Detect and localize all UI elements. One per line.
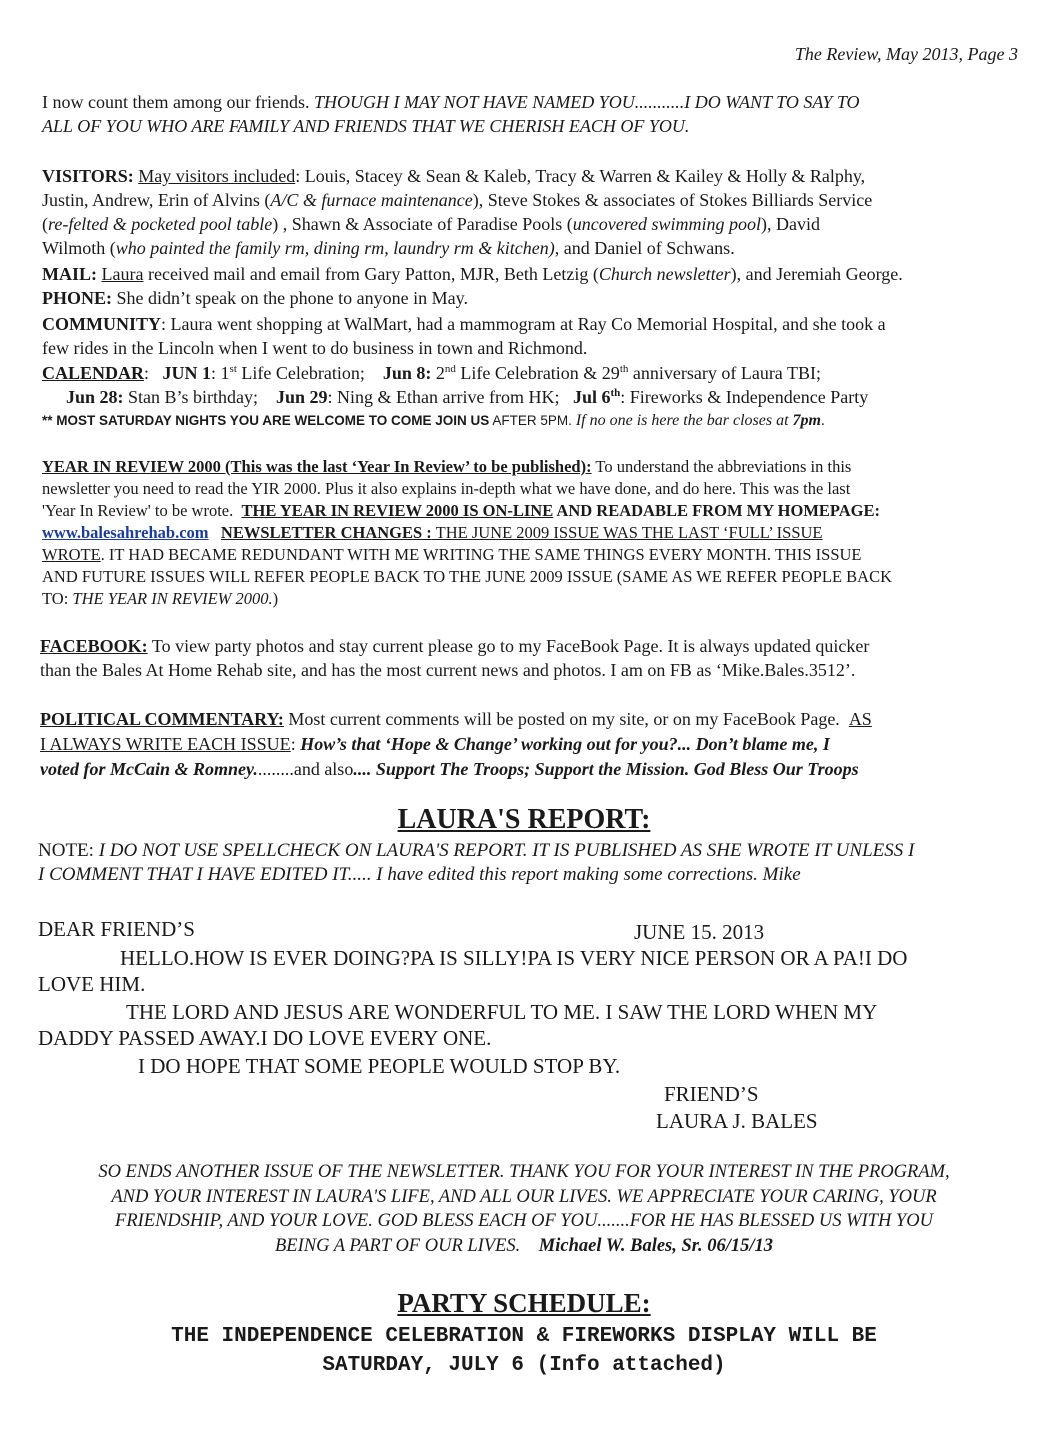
facebook-label: FACEBOOK:	[40, 636, 148, 656]
mail-who: Laura	[101, 264, 144, 284]
visitors-text-2i: A/C & furnace maintenance	[270, 190, 473, 210]
letter-para-2a: THE LORD AND JESUS ARE WONDERFUL TO ME. I SAW THE LORD WHEN MY	[126, 1000, 878, 1024]
visitors-text-4b: , and Daniel of Schwans.	[554, 238, 735, 258]
report-note-label: NOTE:	[38, 840, 99, 861]
yir-text-5a: WROTE	[42, 545, 101, 564]
calendar-sup-3: th	[619, 363, 629, 375]
calendar-text-5: : Fireworks & Independence Party	[620, 387, 869, 407]
political-text-2: :	[290, 734, 296, 754]
calendar-label: CALENDAR	[42, 363, 145, 383]
community-label: COMMUNITY	[42, 314, 161, 334]
yir-text-7i: THE YEAR IN REVIEW 2000.	[72, 589, 273, 608]
yir-line-1	[42, 456, 851, 478]
mail-text-1: received mail and email from Gary Patton, MJR, Beth Letzig (	[143, 264, 599, 284]
closing-line-3: FRIENDSHIP, AND YOUR LOVE. GOD BLESS EACH OF YOU.......FOR HE HAS BLESSED US WITH YOU	[115, 1211, 933, 1231]
calendar-line-1: CALENDAR: JUN 1: 1st Life Celebration; Jun 8: 2nd Life Celebration & 29th anniversary of Laura TBI;	[42, 363, 821, 383]
homepage-link[interactable]: www.balesahrehab.com	[42, 523, 209, 542]
letter-signature: LAURA J. BALES	[656, 1109, 818, 1133]
letter-closing: FRIEND’S	[664, 1082, 759, 1106]
calendar-date-5: Jul 6	[573, 387, 611, 407]
yir-line-5	[42, 544, 862, 566]
visitors-line-4	[42, 237, 735, 259]
calendar-line-2	[66, 386, 868, 408]
saturday-note	[42, 410, 825, 432]
calendar-date-1: JUN 1	[162, 363, 212, 383]
intro-line-1	[42, 91, 860, 113]
visitors-text-3i2: uncovered swimming pool	[572, 214, 762, 234]
community-line-1	[42, 313, 886, 335]
mail-line	[42, 263, 903, 285]
report-note-line-2: I COMMENT THAT I HAVE EDITED IT..... I have edited this report making some corrections. Mike	[38, 864, 801, 885]
community-line-2: few rides in the Lincoln when I went to do business in town and Richmond.	[42, 338, 588, 358]
party-line-2: SATURDAY, JULY 6 (Info attached)	[322, 1354, 726, 1377]
visitors-text-3b: ) , Shawn & Associate of Paradise Pools (	[272, 214, 573, 234]
mail-text-2: ), and Jeremiah George.	[730, 264, 903, 284]
closing-signature: Michael W. Bales, Sr. 06/15/13	[538, 1235, 773, 1256]
political-label: POLITICAL COMMENTARY:	[40, 709, 284, 729]
yir-text-7a: TO:	[42, 589, 73, 608]
letter-salutation: DEAR FRIEND’S	[38, 917, 195, 941]
saturday-note-plain: AFTER 5PM.	[489, 413, 572, 428]
letter-para-3: I DO HOPE THAT SOME PEOPLE WOULD STOP BY.	[138, 1054, 621, 1078]
yir-text-3c: AND READABLE FROM MY HOMEPAGE:	[553, 501, 880, 520]
visitors-label: VISITORS:	[42, 166, 134, 186]
calendar-text-2b: Life Celebration & 29	[455, 363, 620, 383]
yir-line-3	[42, 500, 880, 522]
report-note-italic-1: I DO NOT USE SPELLCHECK ON LAURA'S REPORT. IT IS PUBLISHED AS SHE WROTE IT UNLESS I	[98, 840, 915, 861]
political-bold-italic-3: .... Support The Troops; Support the Mission. God Bless Our Troops	[353, 759, 859, 779]
running-head: The Review, May 2013, Page 3	[794, 44, 1018, 64]
visitors-text-1: : Louis, Stacey & Sean & Kaleb, Tracy & Warren & Kailey & Holly & Ralphy,	[295, 166, 866, 186]
newsletter-changes-text: THE JUNE 2009 ISSUE WAS THE LAST ‘FULL’ ISSUE	[431, 523, 823, 542]
yir-label: YEAR IN REVIEW 2000 (This was the last ‘Year In Review’ to be published):	[42, 457, 592, 476]
mail-text-italic: Church newsletter	[598, 264, 731, 284]
mail-label: MAIL:	[42, 264, 97, 284]
closing-line-2: AND YOUR INTEREST IN LAURA'S LIFE, AND ALL OUR LIVES. WE APPRECIATE YOUR CARING, YOUR	[111, 1186, 937, 1207]
laura-report-title: LAURA'S REPORT:	[397, 804, 651, 835]
closing-block	[0, 1160, 1048, 1258]
calendar-text-1a: : 1	[211, 363, 230, 383]
yir-text-5b: . IT HAD BECAME REDUNDANT WITH ME WRITING THE SAME THINGS EVERY MONTH. THIS ISSUE	[100, 545, 862, 564]
visitors-line-3	[42, 213, 820, 235]
calendar-text-1b: Life Celebration;	[236, 363, 365, 383]
letter-para-1a: HELLO.HOW IS EVER DOING?PA IS SILLY!PA IS VERY NICE PERSON OR A PA!I DO	[120, 946, 908, 970]
saturday-note-bold: ** MOST SATURDAY NIGHTS YOU ARE WELCOME TO COME JOIN US	[42, 413, 490, 428]
political-bold-italic-1: How’s that ‘Hope & Change’ working out for you?... Don’t blame me, I	[295, 734, 830, 754]
political-line-3	[40, 758, 859, 780]
newsletter-changes-label: NEWSLETTER CHANGES :	[220, 523, 432, 542]
yir-text-3a: 'Year In Review' to be wrote.	[42, 501, 234, 520]
saturday-note-end: .	[821, 413, 825, 429]
yir-online-notice: THE YEAR IN REVIEW 2000 IS ON-LINE	[241, 501, 554, 520]
yir-line-7	[42, 588, 278, 610]
calendar-text-4: : Ning & Ethan arrive from HK;	[327, 387, 560, 407]
yir-line-2: newsletter you need to read the YIR 2000. Plus it also explains in-depth what we have done, and do here. This was the last	[42, 479, 851, 498]
political-underline-2: I ALWAYS WRITE EACH ISSUE	[40, 734, 291, 754]
phone-text: She didn’t speak on the phone to anyone in May.	[112, 288, 468, 308]
closing-line-1: SO ENDS ANOTHER ISSUE OF THE NEWSLETTER. THANK YOU FOR YOUR INTEREST IN THE PROGRAM,	[98, 1162, 950, 1182]
visitors-text-4a: Wilmoth (	[42, 238, 116, 258]
calendar-date-3: Jun 28:	[66, 387, 124, 407]
yir-line-6: AND FUTURE ISSUES WILL REFER PEOPLE BACK TO THE JUNE 2009 ISSUE (SAME AS WE REFER PEOPLE BACK	[42, 567, 892, 586]
political-line-2	[40, 733, 830, 755]
visitors-text-2a: Justin, Andrew, Erin of Alvins (	[42, 190, 271, 210]
visitors-text-3a: (	[42, 214, 48, 234]
community-text-1: : Laura went shopping at WalMart, had a mammogram at Ray Co Memorial Hospital, and she took a	[161, 314, 886, 334]
letter-date: JUNE 15. 2013	[634, 920, 765, 944]
calendar-date-4: Jun 29	[276, 387, 328, 407]
facebook-line-2: than the Bales At Home Rehab site, and has the most current news and photos. I am on FB as ‘Mike.Bales.3512’.	[40, 660, 856, 680]
calendar-text-3: Stan B’s birthday;	[123, 387, 259, 407]
visitors-line-2	[42, 189, 872, 211]
facebook-line-1	[40, 635, 869, 657]
political-text-1: Most current comments will be posted on my site, or on my FaceBook Page.	[283, 709, 840, 729]
facebook-text-1: To view party photos and stay current please go to my FaceBook Page. It is always updated quicker	[147, 636, 870, 656]
letter-para-2b: DADDY PASSED AWAY.I DO LOVE EVERY ONE.	[38, 1026, 492, 1050]
political-bold-italic-2: voted for McCain & Romney.	[40, 759, 258, 779]
party-line-1: THE INDEPENDENCE CELEBRATION & FIREWORKS DISPLAY WILL BE	[171, 1325, 877, 1348]
phone-label: PHONE:	[42, 288, 112, 308]
calendar-sup-2: nd	[444, 363, 456, 375]
calendar-text-2c: anniversary of Laura TBI;	[628, 363, 821, 383]
party-schedule-title: PARTY SCHEDULE:	[397, 1288, 651, 1318]
intro-plain: I now count them among our friends.	[42, 92, 310, 112]
visitors-sublabel: May visitors included	[138, 166, 296, 186]
closing-line-4	[0, 1234, 1048, 1259]
closing-line-4-text: BEING A PART OF OUR LIVES.	[275, 1235, 521, 1256]
yir-text-1: To understand the abbreviations in this	[591, 457, 852, 476]
visitors-text-2b: ), Steve Stokes & associates of Stokes Billiards Service	[472, 190, 873, 210]
visitors-text-4i: who painted the family rm, dining rm, laundry rm & kitchen)	[115, 238, 555, 258]
visitors-text-3c: ), David	[761, 214, 821, 234]
letter-para-1b: LOVE HIM.	[38, 972, 146, 996]
saturday-note-time: 7pm	[792, 412, 821, 429]
political-text-3: ........and also	[257, 759, 354, 779]
political-line-1	[40, 708, 872, 730]
phone-line	[42, 287, 468, 309]
calendar-date-2: Jun 8:	[382, 363, 432, 383]
intro-line-2: ALL OF YOU WHO ARE FAMILY AND FRIENDS THAT WE CHERISH EACH OF YOU.	[42, 116, 690, 136]
calendar-text-2a: 2	[431, 363, 445, 383]
intro-italic-1: THOUGH I MAY NOT HAVE NAMED YOU...........I DO WANT TO SAY TO	[313, 92, 860, 112]
saturday-note-italic: If no one is here the bar closes at	[571, 412, 793, 429]
report-note-line-1	[38, 840, 914, 862]
visitors-text-3i: re-felted & pocketed pool table	[48, 214, 273, 234]
calendar-sup-5: th	[610, 387, 621, 399]
political-underline-1: AS	[848, 709, 872, 729]
yir-line-4	[42, 522, 823, 544]
visitors-line-1	[42, 165, 865, 187]
calendar-sup-1: st	[229, 363, 237, 375]
yir-text-7b: )	[272, 589, 279, 608]
